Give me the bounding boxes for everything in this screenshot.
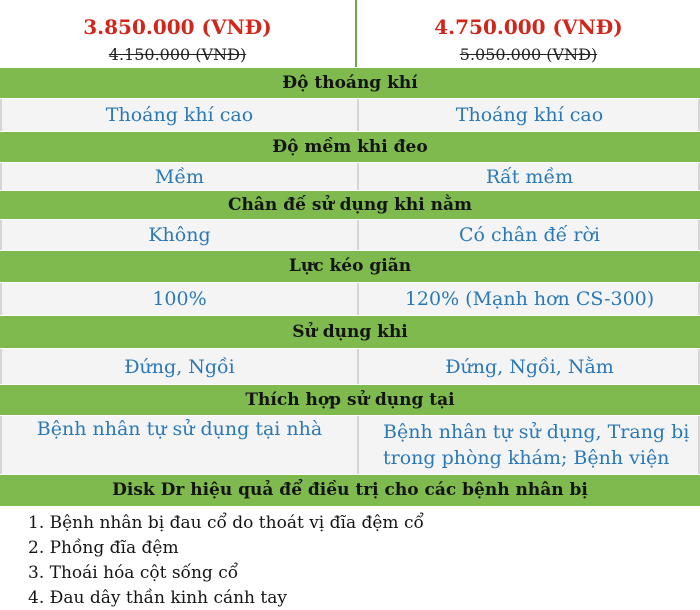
comparison-row-traction [0, 283, 700, 315]
list-item: 4. Đau dây thần kinh cánh tay [28, 588, 287, 608]
comparison-row-breathability [0, 99, 700, 131]
section-heading-softness: Độ mềm khi đeo [0, 131, 700, 163]
cell-right: Rất mềm [485, 165, 574, 188]
cell-left: Đứng, Ngồi [124, 355, 235, 378]
cell-left: 100% [152, 288, 207, 310]
cell-right: Bệnh nhân tự sử dụng, Trang bị trong phòng khám; Bệnh viện [383, 421, 690, 469]
product-2-price-block [357, 0, 700, 67]
comparison-row-usage [0, 349, 700, 384]
diseases-heading: Disk Dr hiệu quả để điều trị cho các bệnh nhân bị [0, 474, 700, 507]
cell-left: Không [148, 224, 211, 246]
section-heading-stand: Chân đế sử dụng khi nằm [0, 190, 700, 220]
product-1-old-price: 4.150.000 (VNĐ) [108, 45, 247, 64]
section-heading-traction: Lực kéo giãn [0, 250, 700, 283]
product-2-price: 4.750.000 (VNĐ) [434, 15, 623, 39]
section-heading-breathability: Độ thoáng khí [0, 67, 700, 99]
cell-left: Thoáng khí cao [105, 104, 254, 126]
section-heading-usage: Sử dụng khi [0, 315, 700, 349]
comparison-row-softness [0, 163, 700, 190]
cell-left: Bệnh nhân tự sử dụng tại nhà [36, 418, 323, 440]
cell-right: Đứng, Ngồi, Nằm [445, 355, 614, 378]
product-1-price-block [0, 0, 355, 67]
list-item: 1. Bệnh nhân bị đau cổ do thoát vị đĩa đệm cổ [28, 513, 424, 533]
list-item: 2. Phồng đĩa đệm [28, 538, 179, 558]
product-1-price: 3.850.000 (VNĐ) [83, 15, 272, 39]
comparison-row-stand [0, 220, 700, 250]
cell-right: Có chân đế rời [459, 224, 600, 246]
section-heading-suitable-place: Thích hợp sử dụng tại [0, 384, 700, 416]
cell-right: Thoáng khí cao [455, 104, 604, 126]
product-2-old-price: 5.050.000 (VNĐ) [459, 45, 598, 64]
cell-right: 120% (Mạnh hơn CS-300) [404, 288, 655, 310]
list-item: 3. Thoái hóa cột sống cổ [28, 563, 239, 583]
comparison-row-suitable-place [0, 416, 700, 474]
cell-left: Mềm [154, 165, 205, 188]
